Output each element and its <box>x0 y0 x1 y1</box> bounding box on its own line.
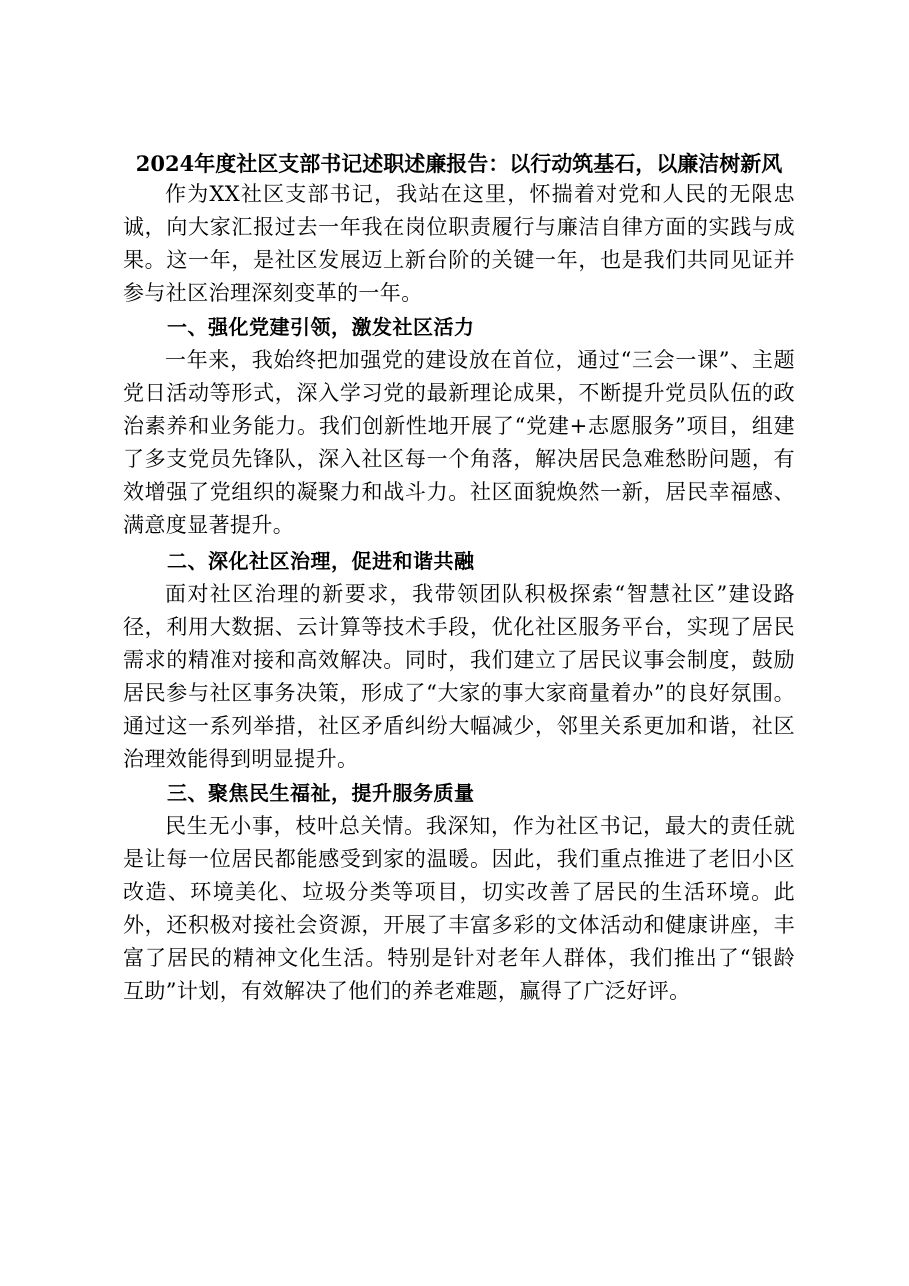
section-heading-1: 一、强化党建引领，激发社区活力 <box>167 315 475 339</box>
document-title: 2024年度社区支部书记述职述廉报告：以行动筑基石，以廉洁树新风 <box>135 151 783 176</box>
document-body <box>123 150 795 1008</box>
section-body-1: 一年来，我始终把加强党的建设放在首位，通过“三会一课”、主题党日活动等形式，深入学习党的最新理论成果，不断提升党员队伍的政治素养和业务能力。我们创新性地开展了“党建+志愿服务”项目，组建了多支党员先锋队，深入社区每一个角落，解决居民急难愁盼问题，有效增强了党组织的凝聚力和战斗力。社区面貌焕然一新，居民幸福感、满意度显著提升。 <box>123 348 795 537</box>
section-heading-2: 二、深化社区治理，促进和谐共融 <box>167 549 475 573</box>
section-body-2: 面对社区治理的新要求，我带领团队积极探索“智慧社区”建设路径，利用大数据、云计算等技术手段，优化社区服务平台，实现了居民需求的精准对接和高效解决。同时，我们建立了居民议事会制度，鼓励居民参与社区事务决策，形成了“大家的事大家商量着办”的良好氛围。通过这一系列举措，社区矛盾纠纷大幅减少，邻里关系更加和谐，社区治理效能得到明显提升。 <box>123 582 795 771</box>
intro-paragraph: 作为XX社区支部书记，我站在这里，怀揣着对党和人民的无限忠诚，向大家汇报过去一年我在岗位职责履行与廉洁自律方面的实践与成果。这一年，是社区发展迈上新台阶的关键一年，也是我们共同见证并参与社区治理深刻变革的一年。 <box>123 182 795 305</box>
section-body-3: 民生无小事，枝叶总关情。我深知，作为社区书记，最大的责任就是让每一位居民都能感受到家的温暖。因此，我们重点推进了老旧小区改造、环境美化、垃圾分类等项目，切实改善了居民的生活环境。此外，还积极对接社会资源，开展了丰富多彩的文体活动和健康讲座，丰富了居民的精神文化生活。特别是针对老年人群体，我们推出了“银龄互助”计划，有效解决了他们的养老难题，赢得了广泛好评。 <box>123 814 795 1003</box>
section-heading-3: 三、聚焦民生福祉，提升服务质量 <box>167 781 475 805</box>
